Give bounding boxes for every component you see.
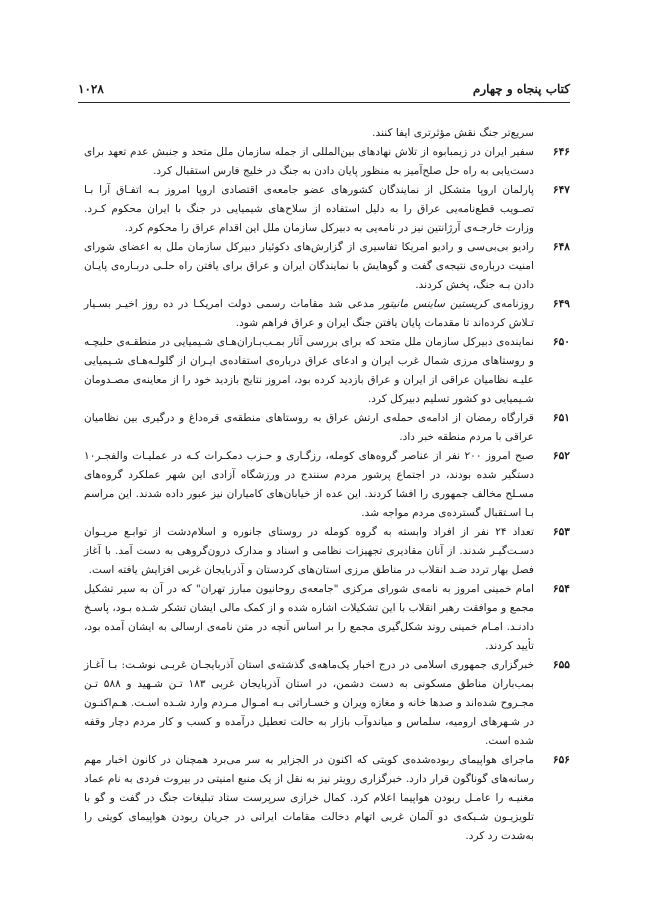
entry-648 (84, 238, 570, 295)
entry-text: تعداد ۲۴ نفر از افراد وابسته به گروه کومله در روستای جانوره و اسلام‌دشت از توابـع مریـوان دسـت‌گیـر شدند. از آنان مقادیری تجهیزات نظامی و اسناد و مدارک درون‌گروهی به دست آمد. با آغاز فصل بهار تردد ضـد انقلاب در مناطق مرزی استان‌های کردستان و آذربایجان غربی افزایش یافته است. (84, 526, 534, 576)
running-header (78, 78, 570, 102)
entry-649 (84, 295, 570, 333)
entry-text: خبرگزاری جمهوری اسلامی در درج اخبار یک‌ماهه‌ی گذشته‌ی استان آذربایجـان غربـی نوشـت: بـا آغـاز بمب‌باران مناطق مسکونی به دست دشمن، در استان آذربایجان غربی ۱۸۳ تـن شـهید و ۵۸۸ تـن مجـروح شده‌اند و صدها خانه و مغازه ویران و خسـاراتی بـه امـوال مـردم وارد شـده اسـت. هـم‌اکنـون در شـهرهای ارومیه، سلماس و میاندوآب بازار به حالت تعطیل درآمده و کسب و کار مردم دچار وقفه شده است. (84, 659, 534, 747)
main-text (84, 124, 570, 846)
newspaper-name: کریستین ساینس مانیتور (379, 298, 488, 310)
entry-text: ماجرای هواپیمای ربوده‌شده‌ی کویتی که اکنون در الجزایر به سر می‌برد همچنان در کانون اخبار مهم رسانه‌های گوناگون قرار دارد. خبرگزاری رویتر نیز به نقل از یک منبع امنیتی در بیروت فردی به نام عماد مغنیـه را عامـل ربودن هواپیما اعلام کرد. کمال خرازی سرپرست ستاد تبلیغات جنگ در گفت و گو با تلویزیـون شـبکه‌ی دو آلمان غربی اتهام دخالت مقامات ایرانی در جریان ربودن هواپیمای کویتی را به‌شدت رد کرد. (84, 754, 534, 842)
entry-number: ۶۵۱ (552, 412, 570, 424)
entry-number: ۶۵۵ (552, 659, 570, 671)
entry-text: نماینده‌ی دبیرکل سازمان ملل متحد که برای بررسی آثار بمـب‌بـاران‌هـای شـیمیایی در منطقـه‌ی حلبچـه و روستاهای مرزی شمال غرب ایران و ادعای عراق درباره‌ی استفاده‌ی ایـران از گلولـه‌هـای شـیمیایی علیـه نظامیان عراقی از ایران و عراق بازدید کرده بود، امروز نتایج بازدید خود را از معاینه‌ی مصـدومان شـیمیایی دو کشور تسلیم دبیرکل کرد. (84, 336, 534, 405)
entry-text: قرارگاه رمضان از ادامه‌ی حمله‌ی ارتش عراق به روستاهای منطقه‌ی قره‌داغ و درگیری بین نظامیان عراقی با مردم منطقه خبر داد. (84, 412, 534, 443)
entry-651 (84, 409, 570, 447)
entry-654 (84, 580, 570, 656)
header-rule (78, 102, 570, 103)
entry-text: پارلمان اروپا متشکل از نمایندگان کشورهای عضو جامعه‌ی اقتصادی اروپا امروز بـه اتفـاق آرا بـا تصـویب قطع‌نامه‌یی عراق را به دلیل استفاده از سلاح‌های شیمیایی در جنگ با ایران محکوم کـرد. وزارت خارجـه‌ی آرژانتین نیز در نامه‌یی به دبیرکل سازمان ملل این اقدام عراق را محکوم کرد. (84, 184, 534, 234)
entry-number: ۶۵۲ (552, 450, 570, 462)
entry-number: ۶۵۰ (552, 336, 570, 348)
book-title: کتاب پنجاه و چهارم (472, 82, 570, 96)
entry-646 (84, 143, 570, 181)
entry-number: ۶۴۶ (552, 146, 570, 158)
entry-number: ۶۵۶ (552, 754, 570, 766)
entry-655 (84, 656, 570, 751)
page-number: ۱۰۲۸ (78, 82, 104, 96)
entry-text: صبح امروز ۲۰۰ نفر از عناصر گروه‌های کومله، رزگـاری و حـزب دمکـرات کـه در عملیـات والفجـر۱۰ دستگیر شده بودند، در اجتماع پرشور مردم سنندج در ورزشگاه آزادی این شهر عملکرد گروه‌های مسـلح مخالف جمهوری را افشا کردند. این عده از خیابان‌های کامیاران نیز عبور داده شدند. این مراسم بـا اسـتقبال گسترده‌ی مردم مواجه شد. (84, 450, 534, 519)
entry-number: ۶۵۳ (552, 526, 570, 538)
entry-656 (84, 751, 570, 846)
entry-text: رادیو بی‌بی‌سی و رادیو امریکا تفاسیری از گزارش‌های دکوئیار دبیرکل سازمان ملل به اعضای شورای امنیت درباره‌ی نتیجه‌ی گفت و گوهایش با نمایندگان ایران و عراق برای یافتن راه حلـی دربـاره‌ی پایـان دادن بـه جنگ، پخش کردند. (84, 241, 534, 291)
entry-652 (84, 447, 570, 523)
entry-647 (84, 181, 570, 238)
continuation-paragraph: سریع‌تر جنگ نقش مؤثرتری ایفا کنند. (372, 127, 534, 139)
entry-text: امام خمینی امروز به نامه‌ی شورای مرکزی "جامعه‌ی روحانیون مبارز تهران" که در آن به سیر تشکیل مجمع و موافقت رهبر انقلاب با این تشکیلات اشاره شده و از کمک مالی ایشان تشکر شـده بـود، پاسـخ دادنـد. امـام خمینی روند شکل‌گیری مجمع را بر اساس آنچه در متن نامه‌ی ارسالی به ایشان آمده بود، تأیید کردند. (84, 583, 534, 652)
entry-650 (84, 333, 570, 409)
entry-number: ۶۵۴ (552, 583, 570, 595)
entry-number: ۶۴۷ (552, 184, 570, 196)
entry-653 (84, 523, 570, 580)
entry-text-pre: روزنامه‌ی (487, 298, 534, 310)
entry-number: ۶۴۹ (552, 298, 570, 310)
entry-number: ۶۴۸ (552, 241, 570, 253)
entry-text (84, 295, 540, 333)
entry-text-rest: مدعی شد مقامات رسمی دولت امریکـا در ده روز اخیـر بسـیار تـلاش کرده‌اند تا مقدمات پایان یافتن جنگ ایران و عراق فراهم شود. (84, 298, 534, 329)
entry-text: سفیر ایران در زیمبابوه از تلاش نهادهای بین‌المللی از جمله سازمان ملل متحد و جنبش عدم تعهد برای دست‌یابی به راه حل صلح‌آمیز به منظور پایان دادن به جنگ در خلیج فارس استقبال کرد. (84, 146, 534, 177)
